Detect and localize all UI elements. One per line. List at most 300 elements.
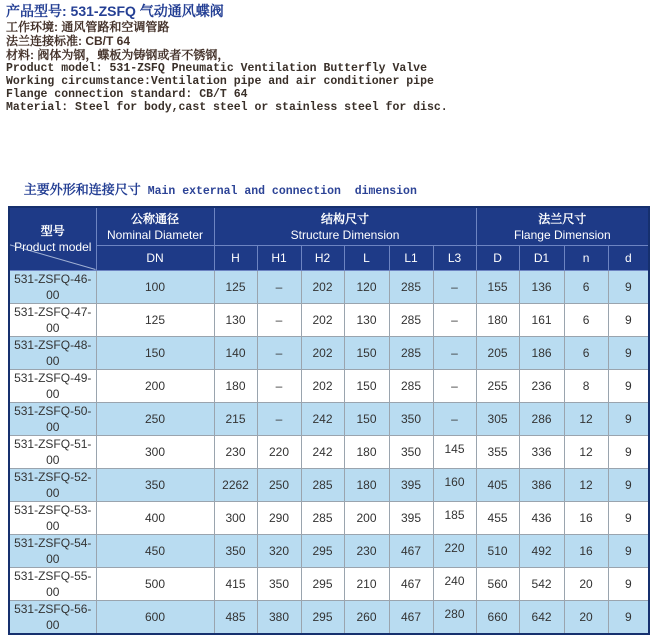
value-cell xyxy=(214,336,257,369)
header-structure-dimension-zh: 结构尺寸 xyxy=(321,211,370,226)
header-flange-dimension-en: Flange Dimension xyxy=(513,227,611,242)
value-cell xyxy=(608,468,649,501)
value-cell xyxy=(96,303,214,336)
value-cell xyxy=(257,336,301,369)
value-cell xyxy=(389,534,433,567)
value-cell xyxy=(389,336,433,369)
value-cell xyxy=(608,567,649,600)
table-row xyxy=(9,600,649,634)
value-cell xyxy=(257,402,301,435)
cell-text: 531-ZSFQ-50-00 xyxy=(14,403,92,434)
value-cell xyxy=(433,270,476,303)
value-cell xyxy=(96,600,214,634)
value-cell xyxy=(301,303,344,336)
value-cell xyxy=(519,468,564,501)
cell-text: 202 xyxy=(312,279,333,294)
header-product-model-zh: 型号 xyxy=(40,224,65,239)
cell-text: 9 xyxy=(624,444,632,459)
cell-text: 9 xyxy=(624,576,632,591)
model-cell xyxy=(9,369,96,402)
cell-text: 285 xyxy=(400,279,422,294)
cell-text: 285 xyxy=(312,477,333,492)
value-cell xyxy=(519,270,564,303)
cell-text: 467 xyxy=(400,576,422,591)
value-cell xyxy=(214,534,257,567)
cell-text: 531-ZSFQ-47-00 xyxy=(14,304,92,335)
cell-text: 660 xyxy=(487,609,508,624)
cell-text: – xyxy=(451,345,458,360)
product-info-block xyxy=(6,3,448,114)
cell-text: 9 xyxy=(624,411,632,426)
value-cell xyxy=(433,435,476,468)
cell-text: 510 xyxy=(487,543,508,558)
value-cell xyxy=(344,600,389,634)
flange-standard-en: Flange connection standard: CB/T 64 xyxy=(6,88,248,101)
value-cell xyxy=(96,402,214,435)
cell-text: 150 xyxy=(356,411,377,426)
cell-text: 12 xyxy=(579,444,593,459)
value-cell xyxy=(257,435,301,468)
cell-text: 9 xyxy=(624,477,632,492)
cell-text: 531-ZSFQ-53-00 xyxy=(14,502,92,533)
section-title-zh: 主要外形和连接尺寸 xyxy=(23,182,141,197)
diagonal-line xyxy=(10,208,96,270)
value-cell xyxy=(96,468,214,501)
cell-text: 202 xyxy=(312,345,333,360)
value-cell xyxy=(564,468,608,501)
cell-text: 285 xyxy=(400,345,422,360)
value-cell xyxy=(564,270,608,303)
value-cell xyxy=(564,600,608,634)
value-cell xyxy=(476,369,519,402)
cell-text: 285 xyxy=(400,378,422,393)
value-cell xyxy=(433,402,476,435)
value-cell xyxy=(389,567,433,600)
value-cell xyxy=(564,435,608,468)
value-cell xyxy=(564,336,608,369)
cell-text: 350 xyxy=(268,576,290,591)
value-cell xyxy=(214,369,257,402)
cell-text: 355 xyxy=(487,444,508,459)
value-cell xyxy=(519,501,564,534)
value-cell xyxy=(608,534,649,567)
value-cell xyxy=(389,600,433,634)
value-cell xyxy=(257,303,301,336)
cell-text: 260 xyxy=(356,609,377,624)
cell-text: 467 xyxy=(400,609,422,624)
cell-text: 305 xyxy=(487,411,508,426)
cell-text: 130 xyxy=(225,312,246,327)
cell-text: 400 xyxy=(144,510,166,525)
header-flange-dimension xyxy=(476,207,649,245)
cell-text: 285 xyxy=(400,312,422,327)
cell-text: 180 xyxy=(225,378,246,393)
cell-text: 395 xyxy=(400,510,422,525)
table-row xyxy=(9,270,649,303)
cell-text: 242 xyxy=(312,444,333,459)
header-structure-dimension xyxy=(214,207,476,245)
header-sub-row xyxy=(9,245,649,270)
value-cell xyxy=(564,534,608,567)
value-cell xyxy=(344,468,389,501)
cell-text: 150 xyxy=(144,345,166,360)
value-cell xyxy=(433,501,476,534)
value-cell xyxy=(96,369,214,402)
cell-text: 500 xyxy=(144,576,166,591)
cell-text: 485 xyxy=(225,609,246,624)
model-cell xyxy=(9,468,96,501)
value-cell xyxy=(257,600,301,634)
value-cell xyxy=(257,369,301,402)
table-row xyxy=(9,402,649,435)
cell-text: 220 xyxy=(444,540,465,555)
cell-text: 136 xyxy=(531,279,552,294)
cell-text: 100 xyxy=(144,279,166,294)
cell-text: 140 xyxy=(225,345,246,360)
cell-text: 16 xyxy=(579,510,593,525)
value-cell xyxy=(519,303,564,336)
cell-text: 240 xyxy=(444,573,465,588)
value-cell xyxy=(476,501,519,534)
model-cell xyxy=(9,534,96,567)
cell-text: – xyxy=(451,411,458,426)
value-cell xyxy=(433,468,476,501)
model-cell xyxy=(9,270,96,303)
cell-text: 220 xyxy=(268,444,290,459)
dimension-table xyxy=(8,206,650,635)
cell-text: 230 xyxy=(356,543,377,558)
table-row xyxy=(9,369,649,402)
cell-text: 531-ZSFQ-55-00 xyxy=(14,568,92,599)
value-cell xyxy=(257,501,301,534)
cell-text: 242 xyxy=(312,411,333,426)
value-cell xyxy=(519,567,564,600)
cell-text: 255 xyxy=(487,378,508,393)
header-col-h1: H1 xyxy=(257,245,301,270)
cell-text: 20 xyxy=(579,609,593,624)
value-cell xyxy=(608,600,649,634)
cell-text: 492 xyxy=(531,543,552,558)
header-col-l1: L1 xyxy=(389,245,433,270)
value-cell xyxy=(214,402,257,435)
value-cell xyxy=(214,600,257,634)
cell-text: – xyxy=(275,345,283,360)
cell-text: 395 xyxy=(400,477,422,492)
value-cell xyxy=(301,435,344,468)
value-cell xyxy=(214,468,257,501)
value-cell xyxy=(389,369,433,402)
model-cell xyxy=(9,435,96,468)
header-product-model-en: Product model xyxy=(14,240,92,255)
table-row xyxy=(9,435,649,468)
value-cell xyxy=(476,600,519,634)
header-col-dn: DN xyxy=(96,245,214,270)
cell-text: 350 xyxy=(144,477,166,492)
cell-text: 20 xyxy=(579,576,593,591)
value-cell xyxy=(476,402,519,435)
table-row xyxy=(9,303,649,336)
cell-text: 350 xyxy=(225,543,246,558)
model-cell xyxy=(9,501,96,534)
value-cell xyxy=(389,468,433,501)
cell-text: 16 xyxy=(579,543,593,558)
value-cell xyxy=(96,336,214,369)
cell-text: 415 xyxy=(225,576,246,591)
cell-text: 180 xyxy=(356,444,377,459)
value-cell xyxy=(389,402,433,435)
header-col-d-big: D xyxy=(476,245,519,270)
value-cell xyxy=(564,501,608,534)
value-cell xyxy=(344,435,389,468)
cell-text: 380 xyxy=(268,609,290,624)
value-cell xyxy=(344,567,389,600)
value-cell xyxy=(433,534,476,567)
cell-text: 125 xyxy=(225,279,246,294)
value-cell xyxy=(301,402,344,435)
cell-text: 280 xyxy=(444,606,465,621)
cell-text: 202 xyxy=(312,312,333,327)
value-cell xyxy=(564,303,608,336)
cell-text: – xyxy=(275,312,283,327)
header-group-row xyxy=(9,207,649,245)
cell-text: 405 xyxy=(487,477,508,492)
cell-text: 250 xyxy=(268,477,290,492)
model-cell xyxy=(9,303,96,336)
cell-text: 180 xyxy=(356,477,377,492)
cell-text: 295 xyxy=(312,543,333,558)
section-title-en: Main external and connection dimension xyxy=(140,185,417,198)
value-cell xyxy=(96,270,214,303)
cell-text: 185 xyxy=(444,507,465,522)
cell-text: 155 xyxy=(487,279,508,294)
cell-text: 12 xyxy=(579,411,593,426)
cell-text: – xyxy=(275,279,283,294)
cell-text: 350 xyxy=(400,411,422,426)
cell-text: 531-ZSFQ-54-00 xyxy=(14,535,92,566)
working-environment-zh: 工作环境: 通风管路和空调管路 xyxy=(6,20,170,34)
header-col-n: n xyxy=(564,245,608,270)
table-row xyxy=(9,501,649,534)
value-cell xyxy=(476,270,519,303)
header-product-model xyxy=(9,207,96,270)
value-cell xyxy=(608,402,649,435)
cell-text: 9 xyxy=(624,510,632,525)
value-cell xyxy=(301,501,344,534)
value-cell xyxy=(519,534,564,567)
value-cell xyxy=(344,369,389,402)
cell-text: 286 xyxy=(531,411,552,426)
model-cell xyxy=(9,402,96,435)
value-cell xyxy=(433,336,476,369)
value-cell xyxy=(301,534,344,567)
cell-text: 531-ZSFQ-49-00 xyxy=(14,370,92,401)
value-cell xyxy=(214,567,257,600)
header-col-d1: D1 xyxy=(519,245,564,270)
value-cell xyxy=(344,336,389,369)
header-nominal-diameter xyxy=(96,207,214,245)
value-cell xyxy=(301,468,344,501)
value-cell xyxy=(96,567,214,600)
cell-text: 300 xyxy=(144,444,166,459)
cell-text: 6 xyxy=(582,312,590,327)
value-cell xyxy=(301,567,344,600)
cell-text: 210 xyxy=(356,576,377,591)
value-cell xyxy=(344,501,389,534)
value-cell xyxy=(608,501,649,534)
dimension-table-wrap xyxy=(8,206,648,635)
cell-text: 150 xyxy=(356,378,377,393)
cell-text: 150 xyxy=(356,345,377,360)
cell-text: 285 xyxy=(312,510,333,525)
product-model-en: Product model: 531-ZSFQ Pneumatic Ventilation Butterfly Valve xyxy=(6,62,427,75)
cell-text: 560 xyxy=(487,576,508,591)
cell-text: 9 xyxy=(624,345,632,360)
cell-text: 161 xyxy=(531,312,552,327)
value-cell xyxy=(564,567,608,600)
cell-text: 6 xyxy=(582,279,590,294)
cell-text: 531-ZSFQ-56-00 xyxy=(14,601,92,632)
cell-text: 642 xyxy=(531,609,552,624)
value-cell xyxy=(476,468,519,501)
value-cell xyxy=(301,369,344,402)
cell-text: 200 xyxy=(356,510,377,525)
value-cell xyxy=(433,303,476,336)
header-col-h: H xyxy=(214,245,257,270)
value-cell xyxy=(257,567,301,600)
cell-text: 295 xyxy=(312,576,333,591)
value-cell xyxy=(433,369,476,402)
header-col-l: L xyxy=(344,245,389,270)
value-cell xyxy=(476,534,519,567)
value-cell xyxy=(608,270,649,303)
cell-text: – xyxy=(451,312,458,327)
cell-text: 295 xyxy=(312,609,333,624)
value-cell xyxy=(608,303,649,336)
cell-text: 531-ZSFQ-52-00 xyxy=(14,469,92,500)
cell-text: 9 xyxy=(624,312,632,327)
cell-text: 290 xyxy=(268,510,290,525)
product-model-title: 产品型号: 531-ZSFQ 气动通风蝶阀 xyxy=(6,3,224,19)
value-cell xyxy=(344,402,389,435)
value-cell xyxy=(214,303,257,336)
header-nominal-diameter-zh: 公称通径 xyxy=(130,211,179,226)
model-cell xyxy=(9,336,96,369)
cell-text: 200 xyxy=(144,378,166,393)
value-cell xyxy=(519,402,564,435)
cell-text: 202 xyxy=(312,378,333,393)
cell-text: – xyxy=(451,279,458,294)
header-structure-dimension-en: Structure Dimension xyxy=(290,227,400,242)
value-cell xyxy=(519,369,564,402)
cell-text: 8 xyxy=(582,378,590,393)
value-cell xyxy=(96,534,214,567)
cell-text: 130 xyxy=(356,312,377,327)
cell-text: 9 xyxy=(624,609,632,624)
value-cell xyxy=(344,303,389,336)
cell-text: 236 xyxy=(531,378,552,393)
cell-text: 145 xyxy=(444,441,465,456)
cell-text: 250 xyxy=(144,411,166,426)
value-cell xyxy=(608,435,649,468)
working-circumstance-en: Working circumstance:Ventilation pipe and air conditioner pipe xyxy=(6,75,434,88)
value-cell xyxy=(389,501,433,534)
cell-text: 2262 xyxy=(222,477,249,492)
value-cell xyxy=(389,303,433,336)
cell-text: 120 xyxy=(356,279,377,294)
table-row xyxy=(9,468,649,501)
cell-text: 230 xyxy=(225,444,246,459)
cell-text: 531-ZSFQ-46-00 xyxy=(14,271,92,302)
cell-text: 436 xyxy=(531,510,552,525)
cell-text: 180 xyxy=(487,312,508,327)
cell-text: 215 xyxy=(225,411,246,426)
cell-text: 186 xyxy=(531,345,552,360)
value-cell xyxy=(344,534,389,567)
cell-text: 450 xyxy=(144,543,166,558)
value-cell xyxy=(476,567,519,600)
cell-text: 386 xyxy=(531,477,552,492)
value-cell xyxy=(389,270,433,303)
value-cell xyxy=(301,600,344,634)
cell-text: 350 xyxy=(400,444,422,459)
cell-text: 205 xyxy=(487,345,508,360)
value-cell xyxy=(476,435,519,468)
cell-text: 531-ZSFQ-48-00 xyxy=(14,337,92,368)
cell-text: 9 xyxy=(624,279,632,294)
cell-text: 455 xyxy=(487,510,508,525)
cell-text: – xyxy=(275,378,283,393)
value-cell xyxy=(96,435,214,468)
value-cell xyxy=(608,369,649,402)
value-cell xyxy=(257,468,301,501)
cell-text: 9 xyxy=(624,378,632,393)
header-nominal-diameter-en: Nominal Diameter xyxy=(106,227,204,242)
model-cell xyxy=(9,600,96,634)
table-body xyxy=(9,270,649,634)
table-row xyxy=(9,567,649,600)
cell-text: – xyxy=(275,411,283,426)
cell-text: 542 xyxy=(531,576,552,591)
value-cell xyxy=(433,600,476,634)
cell-text: 531-ZSFQ-51-00 xyxy=(14,436,92,467)
material-en: Material: Steel for body,cast steel or stainless steel for disc. xyxy=(6,101,448,114)
cell-text: – xyxy=(451,378,458,393)
value-cell xyxy=(519,435,564,468)
value-cell xyxy=(519,336,564,369)
value-cell xyxy=(214,501,257,534)
material-zh: 材料: 阀体为钢，蝶板为铸钢或者不锈钢， xyxy=(6,48,230,62)
header-flange-dimension-zh: 法兰尺寸 xyxy=(538,211,587,226)
value-cell xyxy=(564,402,608,435)
header-col-l3: L3 xyxy=(433,245,476,270)
cell-text: 160 xyxy=(444,474,465,489)
flange-standard-zh: 法兰连接标准: CB/T 64 xyxy=(6,34,131,48)
value-cell xyxy=(257,534,301,567)
table-row xyxy=(9,336,649,369)
cell-text: 467 xyxy=(400,543,422,558)
cell-text: 12 xyxy=(579,477,593,492)
value-cell xyxy=(519,600,564,634)
cell-text: 600 xyxy=(144,609,166,624)
value-cell xyxy=(214,270,257,303)
cell-text: 125 xyxy=(144,312,166,327)
value-cell xyxy=(301,270,344,303)
cell-text: 300 xyxy=(225,510,246,525)
value-cell xyxy=(433,567,476,600)
value-cell xyxy=(301,336,344,369)
header-col-d-small: d xyxy=(608,245,649,270)
cell-text: 336 xyxy=(531,444,552,459)
